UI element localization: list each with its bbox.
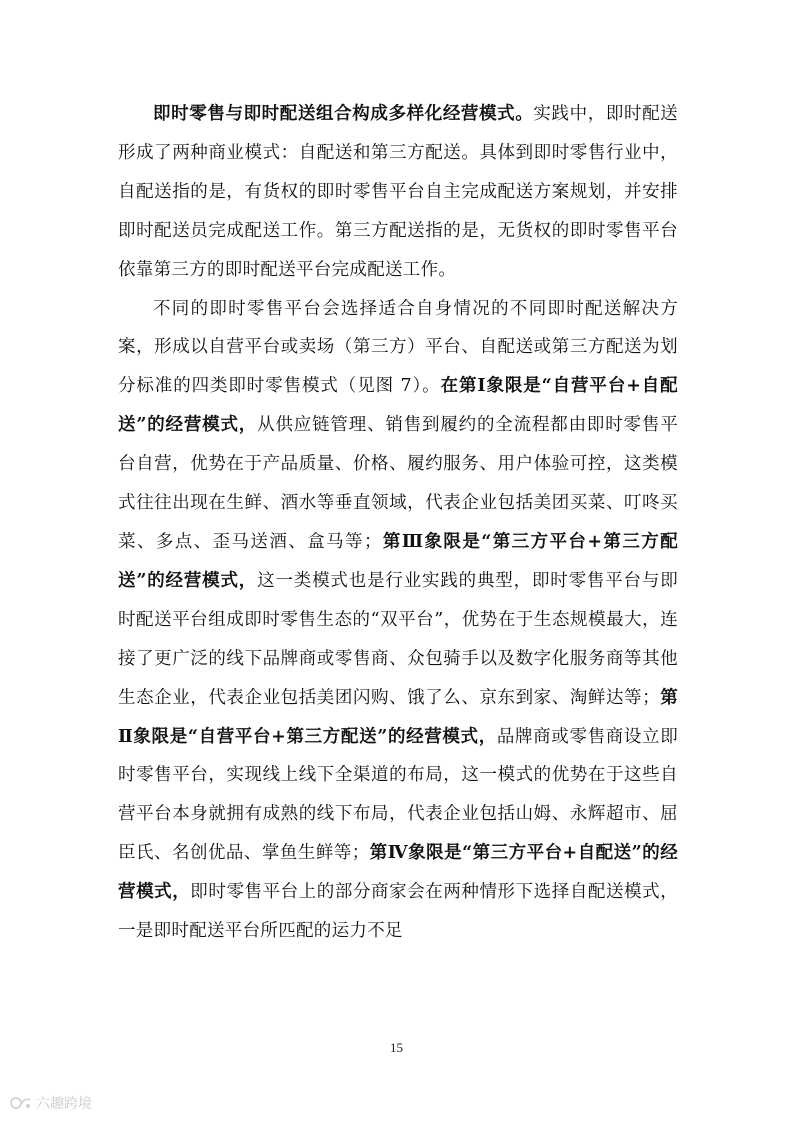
quadrant-2-heading: 第Ⅱ象限是“自营平台+第三方配送”的经营模式， [118,687,678,747]
quadrant-3-heading: 第Ⅲ象限是“第三方平台+第三方配送”的经营模式， [118,531,678,591]
watermark [10,1093,92,1113]
paragraph-1 [118,95,678,290]
watermark-logo-icon [10,1095,32,1111]
paragraph-text: 即时零售平台上的部分商家会在两种情形下选择自配送模式，一是即时配送平台所匹配的运力不足 [118,882,678,942]
bold-lead-sentence: 即时零售与即时配送组合构成多样化经营模式。 [153,104,534,124]
quadrant-1-heading: 在第Ⅰ象限是“自营平台+自配送”的经营模式， [118,376,678,436]
watermark-text: 六趣跨境 [36,1096,92,1112]
paragraph-text: 这一类模式也是行业实践的典型，即时零售平台与即时配送平台组成即时零售生态的“双平台”，优势在于生态规模最大，连接了更广泛的线下品牌商或零售商、众包骑手以及数字化服务商等其他生态企业，代表企业包括美团闪购、饿了么、京东到家、淘鲜达等； [118,570,678,708]
paragraph-text: 品牌商或零售商设立即时零售平台，实现线上线下全渠道的布局，这一模式的优势在于这些自营平台本身就拥有成熟的线下布局，代表企业包括山姆、永辉超市、屈臣氏、名创优品、掌鱼生鲜等； [118,726,678,864]
paragraph-text: 从供应链管理、销售到履约的全流程都由即时零售平台自营，优势在于产品质量、价格、履约服务、用户体验可控，这类模式往往出现在生鲜、酒水等垂直领域，代表企业包括美团买菜、叮咚买菜、多点、歪马送酒、盒马等； [118,415,678,552]
paragraph-2 [118,290,678,951]
quadrant-4-heading: 第Ⅳ象限是“第三方平台+自配送”的经营模式， [118,843,678,903]
paragraph-text: 不同的即时零售平台会选择适合自身情况的不同即时配送解决方案，形成以自营平台或卖场（第三方）平台、自配送或第三方配送为划分标准的四类即时零售模式（见图 7）。 [118,298,678,397]
body-text [118,95,678,951]
paragraph-text: 实践中，即时配送形成了两种商业模式：自配送和第三方配送。具体到即时零售行业中，自配送指的是，有货权的即时零售平台自主完成配送方案规划，并安排即时配送员完成配送工作。第三方配送指的是，无货权的即时零售平台依靠第三方的即时配送平台完成配送工作。 [118,104,678,280]
page-number: 15 [390,1040,403,1055]
